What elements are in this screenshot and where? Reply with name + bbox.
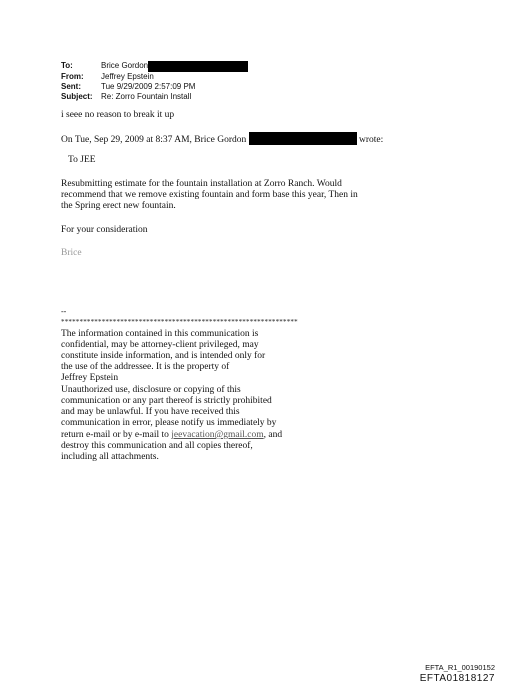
email-link[interactable]: jeevacation@gmail.com xyxy=(171,430,264,440)
signature: Brice xyxy=(61,248,82,258)
consideration-text: For your consideration xyxy=(61,225,148,235)
from-value: Jeffrey Epstein xyxy=(101,72,154,81)
to-label: To: xyxy=(61,61,73,70)
disclaimer-link-post: , and xyxy=(263,430,283,440)
disclaimer-link-pre: return e-mail or by e-mail to xyxy=(61,430,172,440)
footer-id-2: EFTA01818127 xyxy=(419,673,495,684)
disclaimer-line-2: confidential, may be attorney-client privileged, may xyxy=(61,340,259,350)
from-row xyxy=(61,72,248,82)
reply-text: i seee no reason to break it up xyxy=(61,110,175,120)
body-line-2: recommend that we remove existing fountain and form base this year, Then in xyxy=(61,190,358,200)
disclaimer-line-9: communication in error, please notify us immediately by xyxy=(61,418,277,428)
from-label: From: xyxy=(61,72,84,81)
star-divider: **************************************************************** xyxy=(61,318,298,326)
subject-row xyxy=(61,92,248,102)
sent-value: Tue 9/29/2009 2:57:09 PM xyxy=(101,82,196,91)
disclaimer-line-6: Unauthorized use, disclosure or copying of this xyxy=(61,385,241,395)
disclaimer-line-5: Jeffrey Epstein xyxy=(61,373,119,383)
disclaimer-line-1: The information contained in this communication is xyxy=(61,329,259,339)
email-header xyxy=(61,61,248,102)
disclaimer-line-12: including all attachments. xyxy=(61,452,159,462)
disclaimer-line-7: communication or any part thereof is strictly prohibited xyxy=(61,396,272,406)
disclaimer-line-4: the use of the addressee. It is the property of xyxy=(61,362,230,372)
subject-value: Re: Zorro Fountain Install xyxy=(101,92,192,101)
footer-id-1: EFTA_R1_00190152 xyxy=(425,663,495,672)
quote-intro xyxy=(61,132,383,146)
separator: -- xyxy=(61,307,67,316)
greeting: To JEE xyxy=(68,155,96,165)
body-line-3: the Spring erect new fountain. xyxy=(61,201,176,211)
quote-intro-end: wrote: xyxy=(359,135,384,145)
subject-label: Subject: xyxy=(61,92,93,101)
sent-label: Sent: xyxy=(61,82,81,91)
disclaimer-line-10 xyxy=(61,430,282,441)
to-row xyxy=(61,61,248,72)
disclaimer-line-8: and may be unlawful. If you have received this xyxy=(61,407,240,417)
quote-intro-start: On Tue, Sep 29, 2009 at 8:37 AM, Brice Gordon xyxy=(61,135,247,145)
disclaimer-line-11: destroy this communication and all copies thereof, xyxy=(61,441,253,451)
sent-row xyxy=(61,82,248,92)
disclaimer-line-3: constitute inside information, and is intended only for xyxy=(61,351,266,361)
to-value: Brice Gordon xyxy=(101,61,149,70)
redaction-box xyxy=(148,61,248,72)
redaction-box xyxy=(249,132,357,145)
body-line-1: Resubmitting estimate for the fountain installation at Zorro Ranch. Would xyxy=(61,179,342,189)
